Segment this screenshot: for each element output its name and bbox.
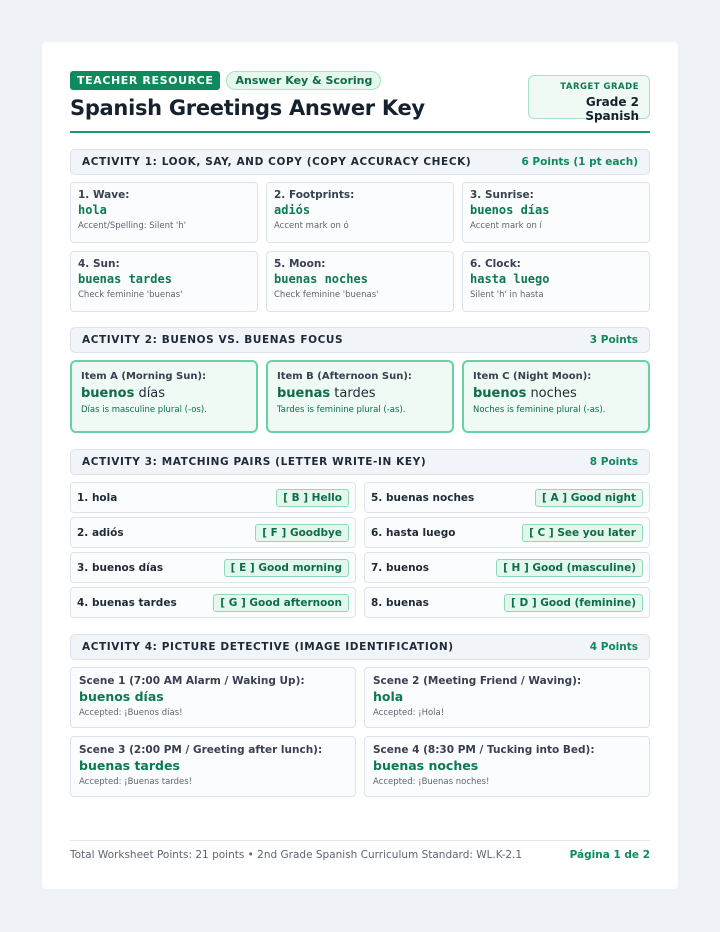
page-header xyxy=(70,70,650,133)
answer-key-tag: Answer Key & Scoring xyxy=(226,71,381,90)
activity1-grid xyxy=(70,182,650,312)
page-number: Página 1 de 2 xyxy=(569,849,650,861)
match-answer: [ D ] Good (feminine) xyxy=(504,594,643,612)
teacher-resource-tag: TEACHER RESOURCE xyxy=(70,71,220,90)
focus-card-noun: días xyxy=(134,386,166,401)
scene-card-note: Accepted: ¡Hola! xyxy=(373,708,445,718)
match-row xyxy=(364,482,650,513)
activity4-points: 4 Points xyxy=(589,641,638,653)
focus-card-adjective: buenos xyxy=(81,386,135,401)
copy-card-label: 4. Sun: xyxy=(78,258,120,270)
copy-card-note: Accent mark on í xyxy=(470,221,542,231)
activity2-header xyxy=(70,327,650,353)
activity4-title: ACTIVITY 4: PICTURE DETECTIVE (IMAGE IDENTIFICATION) xyxy=(82,641,454,653)
match-answer: [ B ] Hello xyxy=(276,489,349,507)
activity3-grid xyxy=(70,482,650,618)
activity2-grid xyxy=(70,360,650,433)
copy-card-note: Silent 'h' in hasta xyxy=(470,290,544,300)
scene-card xyxy=(70,736,356,797)
match-row xyxy=(70,587,356,618)
match-word: 2. adiós xyxy=(77,526,124,539)
focus-card-label: Item C (Night Moon): xyxy=(473,371,592,382)
activity3-title: ACTIVITY 3: MATCHING PAIRS (LETTER WRITE-IN KEY) xyxy=(82,456,427,468)
focus-card-adjective: buenas xyxy=(277,386,331,401)
copy-card-note: Check feminine 'buenas' xyxy=(274,290,379,300)
activity1-header xyxy=(70,149,650,175)
copy-card-label: 5. Moon: xyxy=(274,258,326,270)
copy-card-answer: hola xyxy=(78,203,107,217)
match-answer: [ F ] Goodbye xyxy=(255,524,349,542)
copy-card-label: 2. Footprints: xyxy=(274,189,355,201)
copy-card-answer: adiós xyxy=(274,203,311,217)
scene-card-note: Accepted: ¡Buenas tardes! xyxy=(79,777,193,787)
match-row xyxy=(364,517,650,548)
focus-card xyxy=(70,360,258,433)
copy-card-answer: hasta luego xyxy=(470,272,550,286)
focus-card-phrase xyxy=(81,386,247,401)
scene-card-label: Scene 3 (2:00 PM / Greeting after lunch): xyxy=(79,744,323,756)
activity1-title: ACTIVITY 1: LOOK, SAY, AND COPY (COPY ACCURACY CHECK) xyxy=(82,156,472,168)
match-row xyxy=(70,482,356,513)
copy-card-note: Accent mark on ó xyxy=(274,221,349,231)
copy-card xyxy=(462,182,650,243)
focus-card-note: Tardes is feminine plural (-as). xyxy=(277,405,406,415)
focus-card-noun: tardes xyxy=(330,386,376,401)
copy-card xyxy=(266,251,454,312)
page-title: Spanish Greetings Answer Key xyxy=(70,96,425,120)
copy-card xyxy=(266,182,454,243)
activity2-title: ACTIVITY 2: BUENOS VS. BUENAS FOCUS xyxy=(82,334,344,346)
match-row xyxy=(364,552,650,583)
activity4-grid xyxy=(70,667,650,797)
focus-card-label: Item A (Morning Sun): xyxy=(81,371,207,382)
copy-card xyxy=(462,251,650,312)
target-grade-box xyxy=(528,75,650,123)
match-answer: [ H ] Good (masculine) xyxy=(496,559,643,577)
focus-card-note: Días is masculine plural (-os). xyxy=(81,405,207,415)
scene-card xyxy=(70,667,356,728)
scene-card-note: Accepted: ¡Buenos días! xyxy=(79,708,183,718)
focus-card-label: Item B (Afternoon Sun): xyxy=(277,371,412,382)
footer-summary: Total Worksheet Points: 21 points • 2nd Grade Spanish Curriculum Standard: WL.K-2.1 xyxy=(70,849,523,861)
match-word: 6. hasta luego xyxy=(371,526,456,539)
scene-card-label: Scene 1 (7:00 AM Alarm / Waking Up): xyxy=(79,675,305,687)
activity3-points: 8 Points xyxy=(589,456,638,468)
copy-card-note: Accent/Spelling: Silent 'h' xyxy=(78,221,187,231)
scene-card-answer: buenos días xyxy=(79,689,164,704)
copy-card-note: Check feminine 'buenas' xyxy=(78,290,183,300)
target-grade-label: TARGET GRADE xyxy=(560,82,639,92)
worksheet-page xyxy=(42,42,678,889)
focus-card-phrase xyxy=(277,386,443,401)
focus-card xyxy=(462,360,650,433)
scene-card-answer: hola xyxy=(373,689,404,704)
copy-card-label: 1. Wave: xyxy=(78,189,130,201)
page-footer xyxy=(70,840,650,861)
copy-card xyxy=(70,251,258,312)
scene-card-answer: buenas tardes xyxy=(79,758,180,773)
scene-card-note: Accepted: ¡Buenas noches! xyxy=(373,777,490,787)
target-grade-value: Grade 2 Spanish xyxy=(585,95,639,123)
match-row xyxy=(70,517,356,548)
match-answer: [ E ] Good morning xyxy=(224,559,349,577)
match-word: 4. buenas tardes xyxy=(77,596,177,609)
copy-card-answer: buenas tardes xyxy=(78,272,172,286)
match-word: 7. buenos xyxy=(371,561,430,574)
scene-card xyxy=(364,667,650,728)
copy-card-label: 6. Clock: xyxy=(470,258,521,270)
copy-card-label: 3. Sunrise: xyxy=(470,189,534,201)
focus-card-adjective: buenos xyxy=(473,386,527,401)
copy-card-answer: buenas noches xyxy=(274,272,368,286)
copy-card-answer: buenos días xyxy=(470,203,550,217)
activity4-header xyxy=(70,634,650,660)
match-row xyxy=(364,587,650,618)
match-word: 3. buenos días xyxy=(77,561,164,574)
scene-card xyxy=(364,736,650,797)
match-row xyxy=(70,552,356,583)
match-answer: [ A ] Good night xyxy=(535,489,643,507)
match-word: 1. hola xyxy=(77,491,118,504)
copy-card xyxy=(70,182,258,243)
activity1-points: 6 Points (1 pt each) xyxy=(521,156,638,168)
scene-card-label: Scene 2 (Meeting Friend / Waving): xyxy=(373,675,582,687)
match-word: 5. buenas noches xyxy=(371,491,475,504)
match-answer: [ G ] Good afternoon xyxy=(213,594,349,612)
scene-card-label: Scene 4 (8:30 PM / Tucking into Bed): xyxy=(373,744,595,756)
scene-card-answer: buenas noches xyxy=(373,758,479,773)
match-answer: [ C ] See you later xyxy=(522,524,643,542)
focus-card xyxy=(266,360,454,433)
focus-card-noun: noches xyxy=(526,386,577,401)
activity2-points: 3 Points xyxy=(589,334,638,346)
match-word: 8. buenas xyxy=(371,596,429,609)
focus-card-note: Noches is feminine plural (-as). xyxy=(473,405,606,415)
activity3-header xyxy=(70,449,650,475)
focus-card-phrase xyxy=(473,386,639,401)
page-content xyxy=(70,70,650,861)
